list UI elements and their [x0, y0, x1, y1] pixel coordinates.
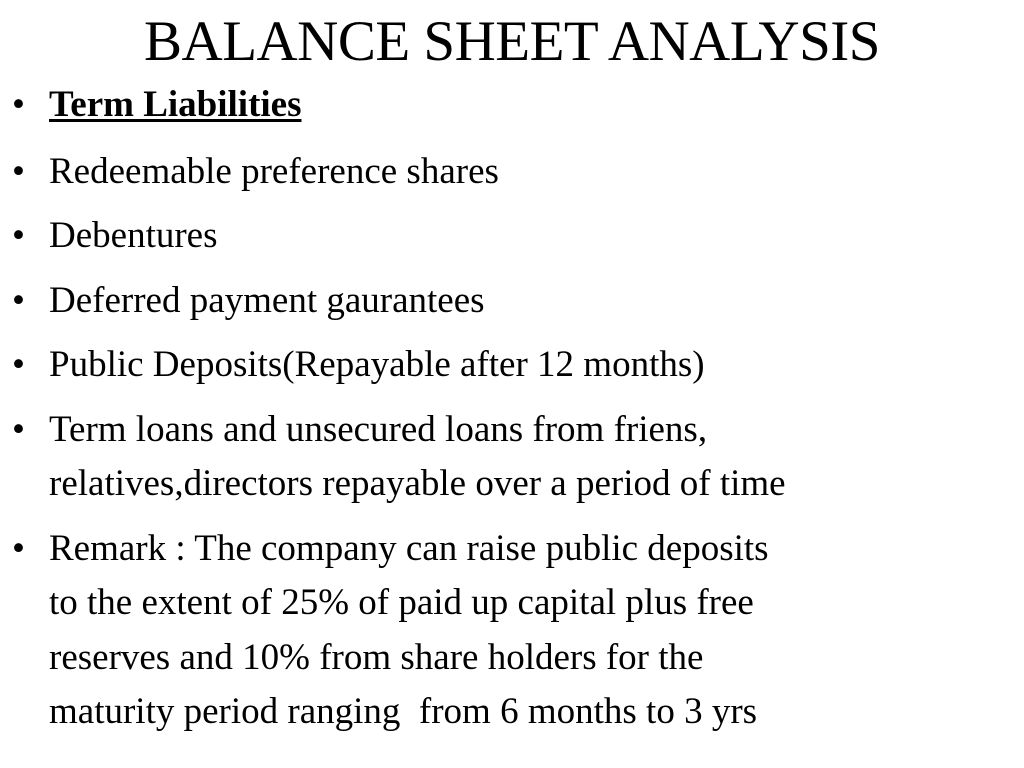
bullet-icon: •	[12, 344, 25, 385]
bullet-icon: •	[12, 408, 25, 450]
bullet-icon: •	[12, 527, 25, 569]
list-item	[12, 145, 1012, 200]
list-item-text: Public Deposits(Repayable after 12 months)	[49, 344, 705, 385]
list-item-line: reserves and 10% from share holders for the	[49, 636, 704, 678]
list-item-line: Remark : The company can raise public deposits	[49, 527, 769, 569]
list-item-text: Debentures	[49, 215, 218, 256]
bullet-list	[12, 78, 1012, 750]
list-item	[12, 209, 1012, 264]
bullet-icon: •	[12, 84, 25, 125]
list-item-line: relatives,directors repayable over a period of time	[49, 463, 786, 504]
list-item	[12, 403, 1012, 512]
section-heading: Term Liabilities	[49, 84, 302, 125]
bullet-icon: •	[12, 279, 25, 321]
slide-title: BALANCE SHEET ANALYSIS	[144, 10, 880, 73]
list-item	[12, 338, 1012, 393]
list-item-line: Term loans and unsecured loans from friens,	[49, 408, 708, 450]
list-item-line: to the extent of 25% of paid up capital plus free	[49, 582, 754, 623]
bullet-icon: •	[12, 215, 25, 256]
list-item-text: Redeemable preference shares	[49, 150, 499, 192]
bullet-icon: •	[12, 150, 25, 192]
list-item-text: Deferred payment gaurantees	[49, 279, 485, 321]
list-item	[12, 274, 1012, 329]
list-item-line: maturity period ranging from 6 months to 3 yrs	[49, 691, 758, 732]
list-item-remark	[12, 522, 1012, 740]
list-item-term-liabilities	[12, 78, 1012, 133]
